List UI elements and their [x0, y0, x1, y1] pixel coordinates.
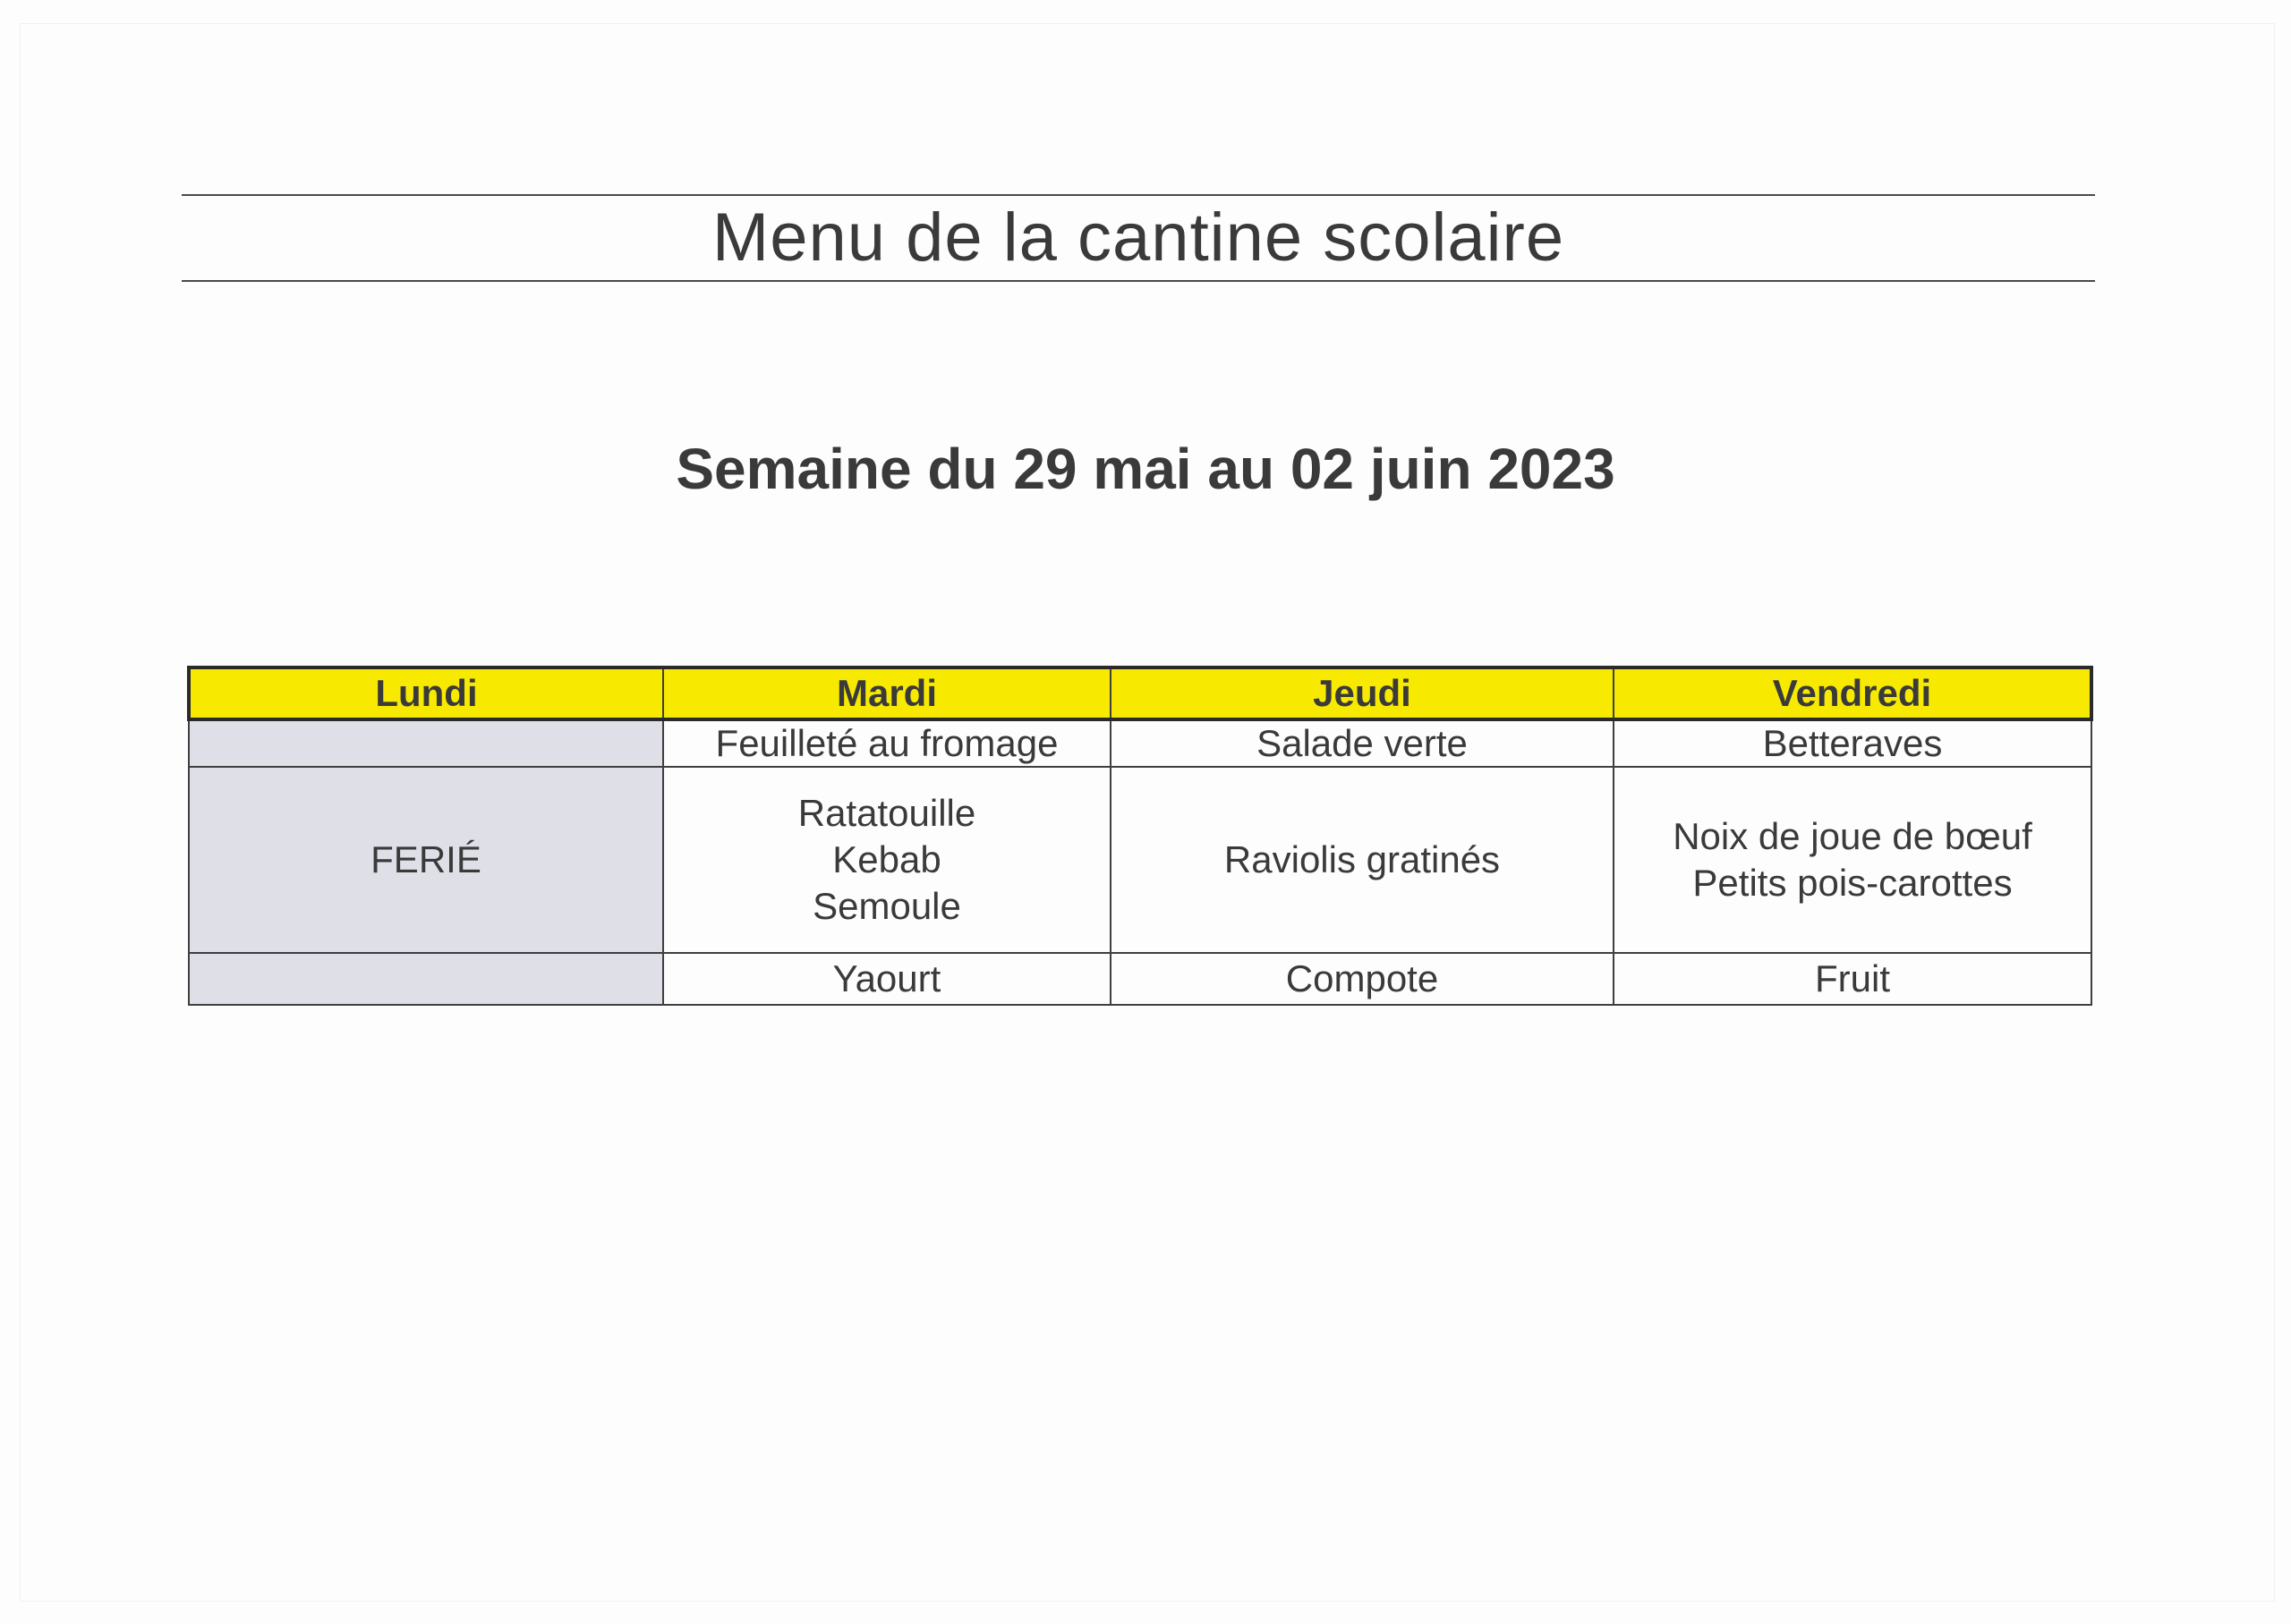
main-dish: Ratatouille: [797, 792, 976, 834]
holiday-label: FERIÉ: [189, 767, 663, 953]
starter-mardi: Feuilleté au fromage: [663, 719, 1111, 767]
day-header-row: [189, 667, 2091, 719]
day-header-vendredi: Vendredi: [1614, 667, 2091, 719]
menu-table: [187, 666, 2093, 1006]
main-mardi: [663, 767, 1111, 953]
main-dish: Semoule: [813, 885, 961, 927]
document-title: Menu de la cantine scolaire: [711, 200, 1565, 276]
week-heading: Semaine du 29 mai au 02 juin 2023: [676, 437, 1615, 501]
main-course-row: [189, 767, 2091, 953]
main-vendredi: [1614, 767, 2091, 953]
dessert-vendredi: Fruit: [1614, 953, 2091, 1005]
main-dish: Petits pois-carottes: [1692, 862, 2013, 904]
main-jeudi: [1111, 767, 1614, 953]
day-header-jeudi: Jeudi: [1111, 667, 1614, 719]
dessert-jeudi: Compote: [1111, 953, 1614, 1005]
title-rule-top: [182, 194, 2095, 196]
main-dish: Raviolis gratinés: [1223, 838, 1501, 880]
main-dish: Kebab: [832, 838, 941, 880]
dessert-mardi: Yaourt: [663, 953, 1111, 1005]
holiday-cell-dessert: [189, 953, 663, 1005]
dessert-row: [189, 953, 2091, 1005]
starter-row: [189, 719, 2091, 767]
main-dish: Noix de joue de bœuf: [1673, 815, 2032, 857]
day-header-lundi: Lundi: [189, 667, 663, 719]
starter-vendredi: Betteraves: [1614, 719, 2091, 767]
title-rule-bottom: [182, 280, 2095, 282]
starter-jeudi: Salade verte: [1111, 719, 1614, 767]
day-header-mardi: Mardi: [663, 667, 1111, 719]
holiday-cell-starter: [189, 719, 663, 767]
